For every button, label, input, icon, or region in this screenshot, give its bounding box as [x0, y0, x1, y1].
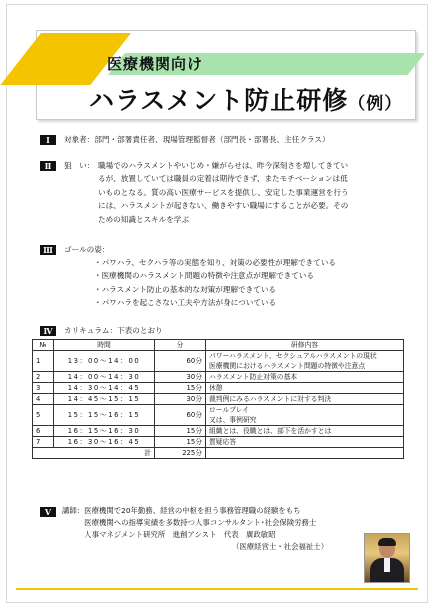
cell-content: 休憩 — [206, 383, 404, 394]
section-number-2: Ⅱ — [40, 161, 56, 171]
cell-no: 1 — [33, 351, 54, 372]
banner-subtitle: 医療機関向け — [107, 55, 204, 73]
content-line: 又は、事例研究 — [209, 416, 257, 424]
table-row — [33, 405, 404, 426]
cell-minutes: 30分 — [155, 372, 206, 383]
lecturer-photo — [364, 533, 410, 583]
lecturer-info — [62, 505, 328, 553]
cell-minutes: 15分 — [155, 426, 206, 437]
cell-time: 15：15～16：15 — [54, 405, 155, 426]
header-minutes: 分 — [155, 340, 206, 351]
section-4-label: カリキュラム：下表のとおり — [64, 326, 163, 335]
content-line: パワーハラスメント、セクシュアルハラスメントの現状 — [209, 352, 377, 360]
section-2-line: 職場でのハラスメントやいじめ・嫌がらせは、昨今深刻さを増してきてい — [98, 161, 349, 170]
cell-content: 裁判例にみるハラスメントに対する判決 — [206, 394, 404, 405]
table-row — [33, 394, 404, 405]
header-time: 時間 — [54, 340, 155, 351]
cell-minutes: 15分 — [155, 383, 206, 394]
lecturer-credentials: （医療経営士・社会福祉士） — [232, 542, 329, 551]
section-2-label: 狙 い： — [64, 161, 95, 170]
goal-item: ・パワハラを起こさない工夫や方法が身についている — [94, 298, 277, 308]
section-number-4: Ⅳ — [40, 326, 56, 336]
total-empty-cell — [206, 448, 404, 459]
cell-time: 14：45～15：15 — [54, 394, 155, 405]
table-row — [33, 426, 404, 437]
lecturer-line: 講師：医療機関で20年勤務、経営の中枢を担う事務管理職の経験をもち — [62, 506, 301, 515]
banner-title-suffix: （例） — [348, 94, 403, 114]
table-row — [33, 372, 404, 383]
cell-content: ハラスメント防止対策の基本 — [206, 372, 404, 383]
cell-time: 14：00～14：30 — [54, 372, 155, 383]
header-no: № — [33, 340, 54, 351]
cell-content: 質疑応答 — [206, 437, 404, 448]
section-2-line: ための知識とスキルを学ぶ — [98, 214, 190, 224]
section-3-label: ゴールの姿： — [64, 245, 110, 254]
cell-minutes: 15分 — [155, 437, 206, 448]
photo-shirt — [384, 558, 390, 572]
section-2-line: るが、放置していては職員の定着は期待できず、またモチベーションは低 — [98, 174, 348, 184]
photo-hair — [378, 538, 396, 546]
goal-item: ・パワハラ、セクハラ等の実態を知り、対策の必要性が理解できている — [94, 258, 336, 267]
header-content: 研修内容 — [206, 340, 404, 351]
goal-list — [94, 256, 336, 310]
cell-time: 14：30～14：45 — [54, 383, 155, 394]
table-row — [33, 437, 404, 448]
section-2-line: には、ハラスメントが起きない、働きやすい職場にすることが必要。その — [98, 201, 349, 211]
content-line: 医療機関におけるハラスメント問題の特徴や注意点 — [209, 362, 366, 370]
table-total-row — [33, 448, 404, 459]
lecturer-line: 医療機関への指導実績を多数持つ人事コンサルタント･社会保険労務士 — [62, 518, 317, 527]
cell-time: 13：00～14：00 — [54, 351, 155, 372]
cell-no: 5 — [33, 405, 54, 426]
cell-no: 2 — [33, 372, 54, 383]
section-number-1: Ⅰ — [40, 135, 56, 145]
cell-minutes: 60分 — [155, 405, 206, 426]
cell-minutes: 30分 — [155, 394, 206, 405]
section-2-body — [98, 159, 410, 226]
bottom-accent-line — [16, 588, 418, 590]
cell-no: 6 — [33, 426, 54, 437]
goal-item: ・医療機関のハラスメント問題の特徴や注意点が理解できている — [94, 271, 314, 281]
cell-time: 16：30～16：45 — [54, 437, 155, 448]
cell-no: 7 — [33, 437, 54, 448]
goal-item: ・ハラスメント防止の基本的な対策が理解できている — [94, 284, 277, 294]
cell-content: 組織とは、役職とは、部下を活かすとは — [206, 426, 404, 437]
banner-title — [89, 81, 402, 117]
cell-content — [206, 405, 404, 426]
cell-no: 4 — [33, 394, 54, 405]
cell-time: 16：15～16：30 — [54, 426, 155, 437]
banner-box — [36, 30, 416, 120]
cell-minutes: 60分 — [155, 351, 206, 372]
table-header-row — [33, 340, 404, 351]
total-label: 計 — [33, 448, 155, 459]
total-value: 225分 — [155, 448, 206, 459]
banner-title-main: ハラスメント防止研修 — [89, 86, 349, 115]
section-1-text: 対象者：部門・部署責任者、現場管理監督者（部門長・部署長、主任クラス） — [64, 135, 330, 144]
cell-no: 3 — [33, 383, 54, 394]
lecturer-line: 人事マネジメント研究所 進創アシスト 代表 廣政敏昭 — [62, 530, 276, 539]
table-row — [33, 383, 404, 394]
cell-content — [206, 351, 404, 372]
section-number-5: Ⅴ — [40, 507, 56, 517]
table-row — [33, 351, 404, 372]
section-number-3: Ⅲ — [40, 245, 56, 255]
content-line: ロールプレイ — [209, 406, 250, 414]
section-2-line: いものとなる。質の高い医療サービスを提供し、安定した事業運営を行う — [98, 187, 349, 197]
title-banner — [16, 20, 418, 120]
curriculum-table — [32, 339, 404, 459]
